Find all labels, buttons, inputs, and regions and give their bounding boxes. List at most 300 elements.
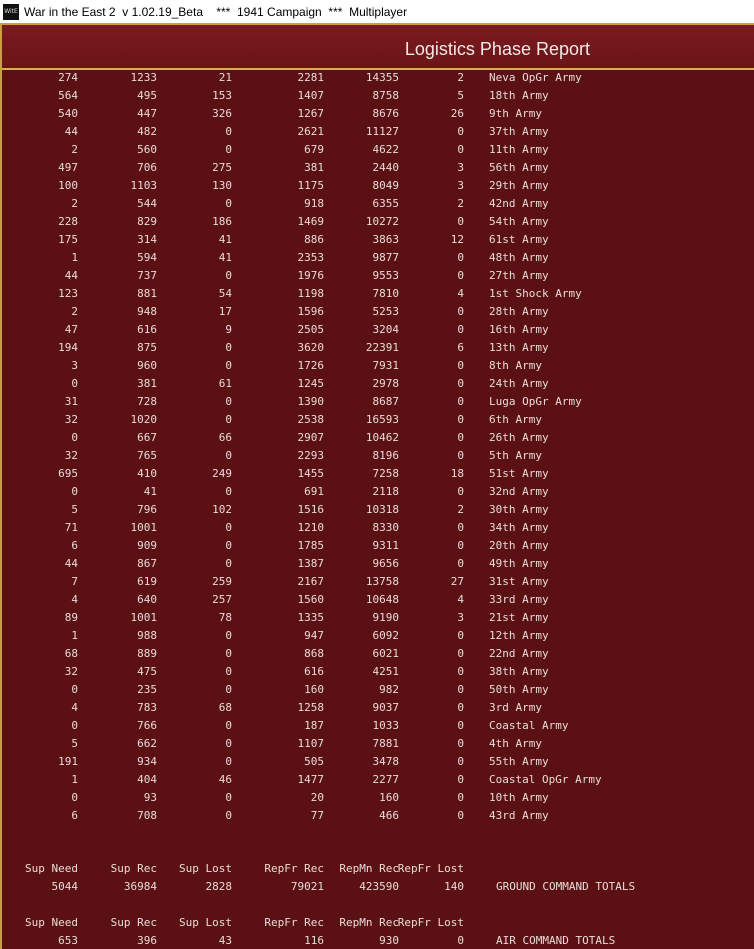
cell-value: 404 <box>137 773 157 786</box>
cell-value: 9037 <box>372 701 399 714</box>
cell-value: 2 <box>457 72 464 84</box>
cell-value: 20 <box>310 791 324 804</box>
unit-name: 55th Army <box>489 755 549 768</box>
cell-value: 10462 <box>365 431 399 444</box>
cell-value: 0 <box>457 143 464 156</box>
unit-name: 38th Army <box>489 665 549 678</box>
unit-name: 10th Army <box>489 791 549 804</box>
table-row <box>2 681 754 699</box>
cell-value: 130 <box>212 179 232 192</box>
cell-value: 3 <box>457 161 464 174</box>
total-value: 116 <box>304 934 324 947</box>
cell-value: 0 <box>225 683 232 696</box>
table-row <box>2 267 754 285</box>
total-value: 43 <box>218 934 232 947</box>
table-row <box>2 699 754 717</box>
cell-value: 1258 <box>297 701 324 714</box>
cell-value: 497 <box>58 161 78 174</box>
table-row <box>2 537 754 555</box>
table-row <box>2 591 754 609</box>
cell-value: 3863 <box>372 233 399 246</box>
unit-name: 42nd Army <box>489 197 549 210</box>
unit-name: 30th Army <box>489 503 549 516</box>
unit-name: 22nd Army <box>489 647 549 660</box>
unit-name: 3rd Army <box>489 701 542 714</box>
cell-value: 4622 <box>372 143 399 156</box>
cell-value: 0 <box>457 485 464 498</box>
totals-label: AIR COMMAND TOTALS <box>496 934 616 947</box>
cell-value: 0 <box>457 125 464 138</box>
cell-value: 982 <box>379 683 399 696</box>
total-value: 79021 <box>290 880 324 893</box>
column-header: RepMn Rec <box>339 916 399 929</box>
cell-value: 1001 <box>130 521 157 534</box>
cell-value: 889 <box>137 647 157 660</box>
table-row <box>2 483 754 501</box>
total-value: 653 <box>58 934 78 947</box>
cell-value: 6092 <box>372 629 399 642</box>
totals-label: GROUND COMMAND TOTALS <box>496 880 636 893</box>
cell-value: 32 <box>64 413 78 426</box>
unit-name: 28th Army <box>489 305 549 318</box>
table-row <box>2 735 754 753</box>
cell-value: 410 <box>137 467 157 480</box>
cell-value: 4251 <box>372 665 399 678</box>
column-header: RepMn Rec <box>339 862 399 875</box>
cell-value: 1233 <box>130 72 157 84</box>
cell-value: 12 <box>450 233 464 246</box>
cell-value: 100 <box>58 179 78 192</box>
cell-value: 0 <box>457 521 464 534</box>
unit-name: 6th Army <box>489 413 542 426</box>
cell-value: 0 <box>71 431 78 444</box>
table-row <box>2 645 754 663</box>
cell-value: 2505 <box>297 323 324 336</box>
table-row <box>2 411 754 429</box>
cell-value: 89 <box>64 611 78 624</box>
table-row <box>2 141 754 159</box>
report-body[interactable] <box>2 72 754 949</box>
cell-value: 1107 <box>297 737 324 750</box>
cell-value: 0 <box>457 395 464 408</box>
cell-value: 1175 <box>297 179 324 192</box>
cell-value: 829 <box>137 215 157 228</box>
unit-name: 51st Army <box>489 467 549 480</box>
cell-value: 0 <box>225 341 232 354</box>
table-row <box>2 249 754 267</box>
total-value: 5044 <box>51 880 78 893</box>
table-row <box>2 195 754 213</box>
cell-value: 2353 <box>297 251 324 264</box>
page-title: Logistics Phase Report <box>404 39 590 59</box>
unit-name: 18th Army <box>489 89 549 102</box>
cell-value: 783 <box>137 701 157 714</box>
cell-value: 1267 <box>297 107 324 120</box>
cell-value: 41 <box>218 251 232 264</box>
cell-value: 0 <box>457 773 464 786</box>
cell-value: 5 <box>71 503 78 516</box>
cell-value: 1785 <box>297 539 324 552</box>
cell-value: 8758 <box>372 89 399 102</box>
cell-value: 728 <box>137 395 157 408</box>
cell-value: 0 <box>71 377 78 390</box>
column-header: RepFr Rec <box>264 916 324 929</box>
cell-value: 948 <box>137 305 157 318</box>
cell-value: 314 <box>137 233 157 246</box>
unit-name: 34th Army <box>489 521 549 534</box>
cell-value: 947 <box>304 629 324 642</box>
cell-value: 7881 <box>372 737 399 750</box>
unit-name: 48th Army <box>489 251 549 264</box>
cell-value: 257 <box>212 593 232 606</box>
column-header: Sup Lost <box>179 862 232 875</box>
cell-value: 766 <box>137 719 157 732</box>
cell-value: 0 <box>225 809 232 822</box>
unit-name: 4th Army <box>489 737 542 750</box>
unit-name: Luga OpGr Army <box>489 395 582 408</box>
cell-value: 6 <box>71 809 78 822</box>
unit-name: 56th Army <box>489 161 549 174</box>
totals-header-row <box>2 860 754 878</box>
cell-value: 0 <box>225 665 232 678</box>
cell-value: 46 <box>218 773 232 786</box>
cell-value: 235 <box>137 683 157 696</box>
cell-value: 0 <box>457 629 464 642</box>
unit-name: 26th Army <box>489 431 549 444</box>
cell-value: 4 <box>71 701 78 714</box>
cell-value: 1245 <box>297 377 324 390</box>
window-title: War in the East 2 v 1.02.19_Beta *** 1941 Campaign *** Multiplayer <box>24 4 408 19</box>
cell-value: 0 <box>225 413 232 426</box>
unit-name: 49th Army <box>489 557 549 570</box>
total-value: 0 <box>457 934 464 947</box>
cell-value: 4 <box>71 593 78 606</box>
cell-value: 0 <box>225 395 232 408</box>
column-header: Sup Need <box>25 916 78 929</box>
cell-value: 41 <box>143 485 157 498</box>
cell-value: 0 <box>225 539 232 552</box>
table-row <box>2 213 754 231</box>
cell-value: 616 <box>304 665 324 678</box>
cell-value: 0 <box>457 701 464 714</box>
cell-value: 6355 <box>372 197 399 210</box>
unit-name: Coastal Army <box>489 719 569 732</box>
table-row <box>2 717 754 735</box>
cell-value: 4 <box>457 287 464 300</box>
unit-name: 54th Army <box>489 215 549 228</box>
total-value: 423590 <box>359 880 399 893</box>
unit-name: 27th Army <box>489 269 549 282</box>
totals-header-row <box>2 914 754 932</box>
cell-value: 0 <box>457 647 464 660</box>
cell-value: 66 <box>218 431 232 444</box>
cell-value: 7258 <box>372 467 399 480</box>
cell-value: 6 <box>71 539 78 552</box>
cell-value: 0 <box>225 737 232 750</box>
table-row <box>2 501 754 519</box>
cell-value: 194 <box>58 341 78 354</box>
cell-value: 3478 <box>372 755 399 768</box>
cell-value: 44 <box>64 125 78 138</box>
cell-value: 0 <box>457 665 464 678</box>
table-row <box>2 807 754 825</box>
cell-value: 1 <box>71 251 78 264</box>
cell-value: 18 <box>450 467 464 480</box>
unit-name: 12th Army <box>489 629 549 642</box>
table-row <box>2 555 754 573</box>
cell-value: 2 <box>71 305 78 318</box>
cell-value: 3620 <box>297 341 324 354</box>
cell-value: 1033 <box>372 719 399 732</box>
cell-value: 662 <box>137 737 157 750</box>
cell-value: 11127 <box>365 125 399 138</box>
table-row <box>2 375 754 393</box>
column-header: Sup Rec <box>110 862 157 875</box>
cell-value: 8330 <box>372 521 399 534</box>
cell-value: 0 <box>71 791 78 804</box>
window-titlebar <box>0 0 754 23</box>
table-row <box>2 627 754 645</box>
cell-value: 3 <box>457 179 464 192</box>
cell-value: 1103 <box>130 179 157 192</box>
table-row <box>2 393 754 411</box>
cell-value: 1726 <box>297 359 324 372</box>
cell-value: 9 <box>225 323 232 336</box>
cell-value: 0 <box>225 197 232 210</box>
cell-value: 0 <box>225 359 232 372</box>
cell-value: 1198 <box>297 287 324 300</box>
unit-name: 24th Army <box>489 377 549 390</box>
cell-value: 102 <box>212 503 232 516</box>
cell-value: 0 <box>225 143 232 156</box>
cell-value: 934 <box>137 755 157 768</box>
cell-value: 8687 <box>372 395 399 408</box>
cell-value: 616 <box>137 323 157 336</box>
cell-value: 2 <box>71 197 78 210</box>
table-row <box>2 753 754 771</box>
column-header: Sup Need <box>25 862 78 875</box>
cell-value: 0 <box>457 323 464 336</box>
table-row <box>2 177 754 195</box>
cell-value: 275 <box>212 161 232 174</box>
cell-value: 31 <box>64 395 78 408</box>
cell-value: 32 <box>64 449 78 462</box>
cell-value: 0 <box>225 449 232 462</box>
cell-value: 26 <box>450 107 464 120</box>
column-header: Sup Rec <box>110 916 157 929</box>
cell-value: 475 <box>137 665 157 678</box>
report-header <box>2 25 754 70</box>
column-header: RepFr Lost <box>397 916 464 929</box>
cell-value: 16593 <box>365 413 399 426</box>
cell-value: 47 <box>64 323 78 336</box>
cell-value: 0 <box>457 449 464 462</box>
cell-value: 691 <box>304 485 324 498</box>
cell-value: 61 <box>218 377 232 390</box>
cell-value: 0 <box>225 629 232 642</box>
unit-name: 8th Army <box>489 359 542 372</box>
unit-name: 43rd Army <box>489 809 549 822</box>
cell-value: 0 <box>225 647 232 660</box>
cell-value: 706 <box>137 161 157 174</box>
unit-name: 50th Army <box>489 683 549 696</box>
cell-value: 3204 <box>372 323 399 336</box>
cell-value: 8196 <box>372 449 399 462</box>
total-value: 36984 <box>123 880 157 893</box>
cell-value: 0 <box>225 485 232 498</box>
cell-value: 191 <box>58 755 78 768</box>
cell-value: 1596 <box>297 305 324 318</box>
cell-value: 2 <box>457 503 464 516</box>
cell-value: 77 <box>310 809 324 822</box>
app-icon: WitE <box>3 4 19 20</box>
unit-name: 29th Army <box>489 179 549 192</box>
cell-value: 44 <box>64 269 78 282</box>
cell-value: 2978 <box>372 377 399 390</box>
cell-value: 1455 <box>297 467 324 480</box>
cell-value: 2281 <box>297 72 324 84</box>
cell-value: 54 <box>218 287 232 300</box>
cell-value: 249 <box>212 467 232 480</box>
cell-value: 560 <box>137 143 157 156</box>
cell-value: 881 <box>137 287 157 300</box>
cell-value: 274 <box>58 72 78 84</box>
totals-row <box>2 878 754 896</box>
cell-value: 0 <box>457 305 464 318</box>
cell-value: 17 <box>218 305 232 318</box>
cell-value: 9877 <box>372 251 399 264</box>
table-row <box>2 429 754 447</box>
cell-value: 93 <box>143 791 157 804</box>
cell-value: 175 <box>58 233 78 246</box>
cell-value: 3 <box>71 359 78 372</box>
table-row <box>2 789 754 807</box>
table-row <box>2 339 754 357</box>
cell-value: 1976 <box>297 269 324 282</box>
cell-value: 918 <box>304 197 324 210</box>
cell-value: 2538 <box>297 413 324 426</box>
unit-name: 11th Army <box>489 143 549 156</box>
cell-value: 0 <box>225 269 232 282</box>
cell-value: 7 <box>71 575 78 588</box>
table-row <box>2 465 754 483</box>
cell-value: 1469 <box>297 215 324 228</box>
cell-value: 2293 <box>297 449 324 462</box>
cell-value: 505 <box>304 755 324 768</box>
cell-value: 875 <box>137 341 157 354</box>
cell-value: 1477 <box>297 773 324 786</box>
cell-value: 0 <box>457 377 464 390</box>
cell-value: 123 <box>58 287 78 300</box>
cell-value: 22391 <box>365 341 399 354</box>
cell-value: 886 <box>304 233 324 246</box>
unit-name: 9th Army <box>489 107 542 120</box>
cell-value: 2440 <box>372 161 399 174</box>
unit-name: 37th Army <box>489 125 549 138</box>
table-row <box>2 303 754 321</box>
cell-value: 2 <box>71 143 78 156</box>
cell-value: 0 <box>225 791 232 804</box>
cell-value: 9311 <box>372 539 399 552</box>
cell-value: 1335 <box>297 611 324 624</box>
table-row <box>2 321 754 339</box>
cell-value: 71 <box>64 521 78 534</box>
column-header: Sup Lost <box>179 916 232 929</box>
table-row <box>2 771 754 789</box>
cell-value: 0 <box>457 359 464 372</box>
table-row <box>2 663 754 681</box>
cell-value: 737 <box>137 269 157 282</box>
cell-value: 68 <box>218 701 232 714</box>
cell-value: 0 <box>225 719 232 732</box>
cell-value: 10272 <box>365 215 399 228</box>
cell-value: 1 <box>71 629 78 642</box>
cell-value: 78 <box>218 611 232 624</box>
cell-value: 186 <box>212 215 232 228</box>
unit-name: 33rd Army <box>489 593 549 606</box>
cell-value: 9190 <box>372 611 399 624</box>
unit-name: Coastal OpGr Army <box>489 773 602 786</box>
cell-value: 544 <box>137 197 157 210</box>
cell-value: 9656 <box>372 557 399 570</box>
cell-value: 447 <box>137 107 157 120</box>
cell-value: 10318 <box>365 503 399 516</box>
cell-value: 594 <box>137 251 157 264</box>
cell-value: 466 <box>379 809 399 822</box>
cell-value: 7931 <box>372 359 399 372</box>
cell-value: 326 <box>212 107 232 120</box>
cell-value: 2907 <box>297 431 324 444</box>
cell-value: 153 <box>212 89 232 102</box>
cell-value: 9553 <box>372 269 399 282</box>
cell-value: 619 <box>137 575 157 588</box>
cell-value: 679 <box>304 143 324 156</box>
table-row <box>2 123 754 141</box>
unit-name: 16th Army <box>489 323 549 336</box>
total-value: 140 <box>444 880 464 893</box>
table-row <box>2 72 754 87</box>
unit-name: 1st Shock Army <box>489 287 582 300</box>
cell-value: 868 <box>304 647 324 660</box>
unit-name: 5th Army <box>489 449 542 462</box>
cell-value: 0 <box>225 125 232 138</box>
cell-value: 2118 <box>372 485 399 498</box>
cell-value: 7810 <box>372 287 399 300</box>
cell-value: 0 <box>457 683 464 696</box>
cell-value: 765 <box>137 449 157 462</box>
cell-value: 695 <box>58 467 78 480</box>
table-row <box>2 285 754 303</box>
table-row <box>2 159 754 177</box>
cell-value: 381 <box>304 161 324 174</box>
cell-value: 187 <box>304 719 324 732</box>
cell-value: 0 <box>225 557 232 570</box>
cell-value: 160 <box>379 791 399 804</box>
cell-value: 564 <box>58 89 78 102</box>
unit-name: 20th Army <box>489 539 549 552</box>
total-value: 396 <box>137 934 157 947</box>
cell-value: 0 <box>457 719 464 732</box>
table-row <box>2 609 754 627</box>
table-row <box>2 519 754 537</box>
cell-value: 2167 <box>297 575 324 588</box>
cell-value: 6021 <box>372 647 399 660</box>
cell-value: 0 <box>71 719 78 732</box>
cell-value: 44 <box>64 557 78 570</box>
cell-value: 1407 <box>297 89 324 102</box>
cell-value: 1001 <box>130 611 157 624</box>
cell-value: 640 <box>137 593 157 606</box>
